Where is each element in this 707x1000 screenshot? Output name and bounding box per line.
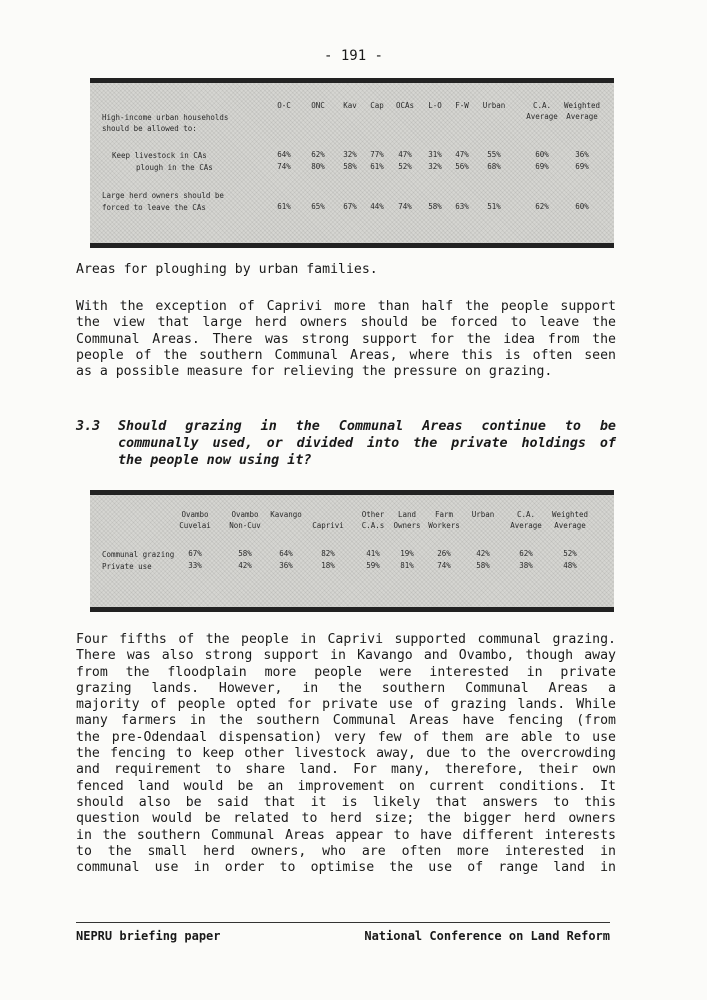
table-cell: 18%: [321, 561, 335, 570]
col-header: ONC: [311, 101, 325, 110]
livestock-attitudes-table: [90, 78, 614, 248]
paragraph-3: [76, 632, 616, 876]
col-header: Kavango: [270, 510, 302, 519]
table-cell: 67%: [343, 202, 357, 211]
paragraph-1: [76, 262, 616, 278]
text-line: and requirement to share land. For many, therefore, their own: [76, 762, 616, 778]
table-cell: 44%: [370, 202, 384, 211]
col-header: OCAs: [395, 101, 415, 110]
text-line: With the exception of Caprivi more than half the people support: [76, 299, 616, 314]
table-cell: 82%: [321, 549, 335, 558]
table-cell: 61%: [370, 162, 384, 171]
text-line: in the southern Communal Areas appear to have different interests: [76, 827, 616, 843]
table-cell: 62%: [535, 202, 549, 211]
row-label: Private use: [102, 562, 152, 571]
table-cell: 74%: [277, 162, 291, 171]
col-header: Other: [361, 510, 385, 519]
table-cell: 80%: [311, 162, 325, 171]
heading-line: the people now using it?: [118, 453, 312, 468]
table-cell: 63%: [455, 202, 469, 211]
text-line: the pre-Odendaal dispensation) very few of them are able to use: [76, 729, 616, 745]
table-cell: 38%: [519, 561, 533, 570]
row-group-label: High-income urban households: [102, 113, 229, 122]
col-header: Land: [397, 510, 417, 519]
text-line: fenced land would be an improvement on current conditions. It: [76, 778, 616, 794]
col-header: C.A.s: [361, 521, 385, 530]
table-cell: 74%: [398, 202, 412, 211]
table-cell: 58%: [238, 549, 252, 558]
text-line: There was also strong support in Kavango and Ovambo, though away: [76, 648, 616, 664]
col-header: Cap: [370, 101, 384, 110]
text-line: grazing lands. However, in the southern Communal Areas a: [76, 680, 616, 696]
col-header: Weighted: [563, 101, 601, 110]
text-line: from the floodplain more people were interested in private: [76, 664, 616, 680]
col-header: Workers: [428, 521, 460, 530]
text-line: to the small herd owners, who are often more interested in: [76, 843, 616, 859]
table-cell: 62%: [311, 150, 325, 159]
col-header: Ovambo: [181, 510, 209, 519]
row-group-label: forced to leave the CAs: [102, 203, 206, 212]
table-cell: 60%: [535, 150, 549, 159]
row-label: Keep livestock in CAs: [112, 151, 207, 160]
table-cell: 51%: [487, 202, 501, 211]
text-line: many farmers in the southern Communal Areas have fencing (from: [76, 713, 616, 729]
table-cell: 31%: [428, 150, 442, 159]
text-line: as a possible measure for relieving the pressure on grazing.: [76, 364, 553, 380]
table-cell: 64%: [277, 150, 291, 159]
col-header: Kav: [343, 101, 357, 110]
text-line: the view that large herd owners should be forced to leave the: [76, 315, 616, 331]
footer-divider: [76, 922, 610, 923]
text-line: question would be related to herd size; the bigger herd owners: [76, 811, 616, 827]
page-number: - 191 -: [323, 48, 383, 64]
text-line: Areas for ploughing by urban families.: [76, 262, 378, 277]
table-cell: 42%: [238, 561, 252, 570]
col-header: Urban: [482, 101, 506, 110]
col-header: L-O: [428, 101, 442, 110]
table-cell: 32%: [428, 162, 442, 171]
row-label: plough in the CAs: [136, 163, 213, 172]
table-cell: 58%: [428, 202, 442, 211]
table-cell: 47%: [455, 150, 469, 159]
table-cell: 52%: [563, 549, 577, 558]
col-header: Caprivi: [312, 521, 344, 530]
section-number: 3.3: [76, 419, 101, 434]
table-cell: 60%: [575, 202, 589, 211]
col-header: Non-Cuv: [229, 521, 261, 530]
table-cell: 19%: [400, 549, 414, 558]
text-line: communal use in order to optimise the use of range land in: [76, 860, 616, 876]
table-cell: 67%: [188, 549, 202, 558]
table-cell: 74%: [437, 561, 451, 570]
table-cell: 48%: [563, 561, 577, 570]
table-cell: 61%: [277, 202, 291, 211]
table-cell: 69%: [575, 162, 589, 171]
table-cell: 81%: [400, 561, 414, 570]
table-cell: 55%: [487, 150, 501, 159]
col-header: Average: [554, 521, 586, 530]
row-group-label: should be allowed to:: [102, 124, 197, 133]
table-cell: 58%: [343, 162, 357, 171]
table-cell: 59%: [366, 561, 380, 570]
heading-line: communally used, or divided into the private holdings of: [118, 436, 616, 451]
paragraph-2: [76, 299, 616, 380]
table-cell: 62%: [519, 549, 533, 558]
text-line: majority of people opted for private use of grazing lands. While: [76, 697, 616, 713]
table-cell: 58%: [476, 561, 490, 570]
table-cell: 64%: [279, 549, 293, 558]
row-group-label: Large herd owners should be: [102, 191, 224, 200]
col-header: C.A.: [532, 101, 552, 110]
table-cell: 56%: [455, 162, 469, 171]
text-line: people of the southern Communal Areas, where this is often seen: [76, 347, 616, 363]
table-cell: 32%: [343, 150, 357, 159]
footer-left-text: NEPRU briefing paper: [76, 929, 221, 943]
col-header: O-C: [277, 101, 291, 110]
table-cell: 68%: [487, 162, 501, 171]
col-header: C.A.: [516, 510, 536, 519]
grazing-use-table: [90, 490, 614, 612]
table-cell: 65%: [311, 202, 325, 211]
table-cell: 41%: [366, 549, 380, 558]
table-cell: 42%: [476, 549, 490, 558]
text-line: should also be said that it is likely that answers to this: [76, 794, 616, 810]
heading-line: Should grazing in the Communal Areas continue to be: [118, 419, 616, 434]
col-header: Cuvelai: [179, 521, 211, 530]
table-cell: 69%: [535, 162, 549, 171]
col-header: Average: [526, 112, 558, 121]
table-cell: 77%: [370, 150, 384, 159]
col-header: Average: [510, 521, 542, 530]
table-cell: 52%: [398, 162, 412, 171]
table-cell: 26%: [437, 549, 451, 558]
row-label: Communal grazing: [102, 550, 175, 559]
table-cell: 36%: [279, 561, 293, 570]
footer-right-text: National Conference on Land Reform: [364, 929, 610, 943]
table-cell: 33%: [188, 561, 202, 570]
table-cell: 36%: [575, 150, 589, 159]
col-header: Weighted: [551, 510, 589, 519]
col-header: Urban: [471, 510, 495, 519]
text-line: Communal Areas. There was strong support for the idea from the: [76, 331, 616, 347]
col-header: Owners: [393, 521, 421, 530]
text-line: the fencing to keep other livestock away, due to the overcrowding: [76, 746, 616, 762]
text-line: Four fifths of the people in Caprivi supported communal grazing.: [76, 632, 616, 647]
col-header: Ovambo: [231, 510, 259, 519]
table-cell: 47%: [398, 150, 412, 159]
col-header: Farm: [434, 510, 454, 519]
col-header: Average: [566, 112, 598, 121]
col-header: F-W: [455, 101, 469, 110]
